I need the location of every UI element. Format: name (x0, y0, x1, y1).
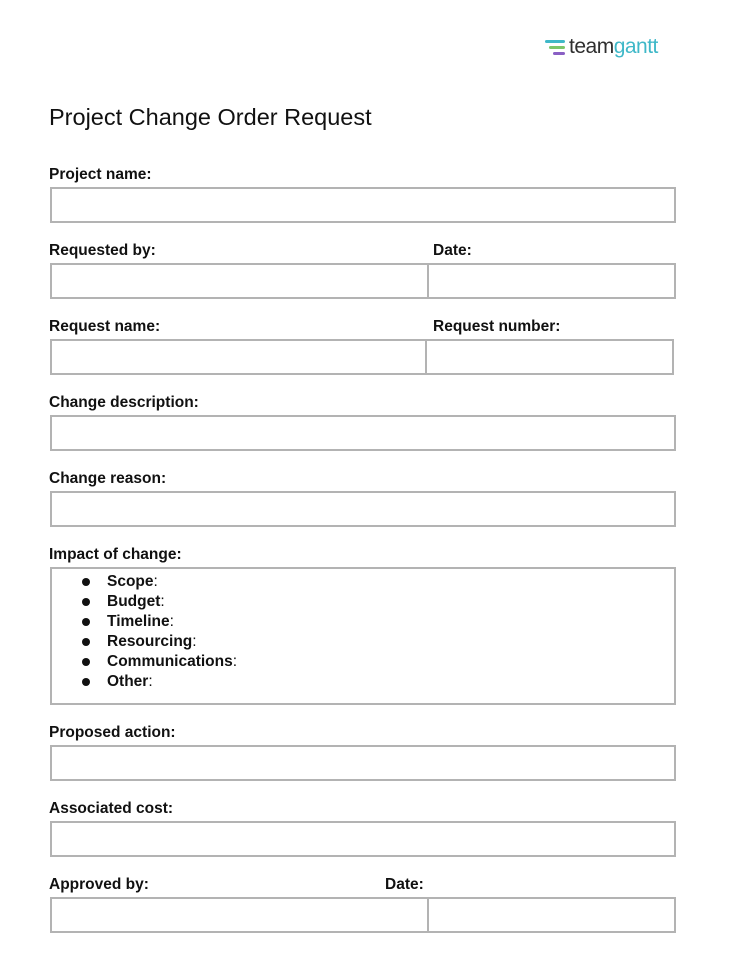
change-description-label: Change description: (49, 394, 199, 411)
associated-cost-label: Associated cost: (49, 800, 174, 817)
request-number-field[interactable] (426, 341, 672, 373)
approval-date-label: Date: (385, 876, 424, 893)
list-item: Resourcing: (52, 632, 237, 652)
impact-list (52, 572, 237, 692)
date-label: Date: (433, 242, 472, 259)
list-item: Other: (52, 672, 237, 692)
approved-by-label: Approved by: (49, 876, 149, 893)
requested-by-field[interactable] (52, 265, 425, 297)
list-item: Budget: (52, 592, 237, 612)
project-name-field[interactable] (50, 187, 676, 223)
change-description-field[interactable] (50, 415, 676, 451)
gantt-bars-icon (545, 37, 567, 57)
request-name-label: Request name: (49, 318, 161, 335)
approval-date-field[interactable] (428, 899, 674, 931)
teamgantt-logo (545, 34, 658, 60)
proposed-action-label: Proposed action: (49, 724, 176, 741)
list-item: Communications: (52, 652, 237, 672)
date-field[interactable] (428, 265, 674, 297)
proposed-action-field[interactable] (50, 745, 676, 781)
page-title: Project Change Order Request (49, 104, 372, 130)
logo-wordmark: teamgantt (569, 34, 658, 58)
change-reason-field[interactable] (50, 491, 676, 527)
impact-of-change-label: Impact of change: (49, 546, 182, 563)
change-reason-label: Change reason: (49, 470, 167, 487)
request-number-label: Request number: (433, 318, 561, 335)
list-item: Scope: (52, 572, 237, 592)
requested-by-label: Requested by: (49, 242, 156, 259)
approved-by-field[interactable] (52, 899, 425, 931)
project-name-label: Project name: (49, 166, 152, 183)
list-item: Timeline: (52, 612, 237, 632)
request-name-field[interactable] (52, 341, 423, 373)
associated-cost-field[interactable] (50, 821, 676, 857)
